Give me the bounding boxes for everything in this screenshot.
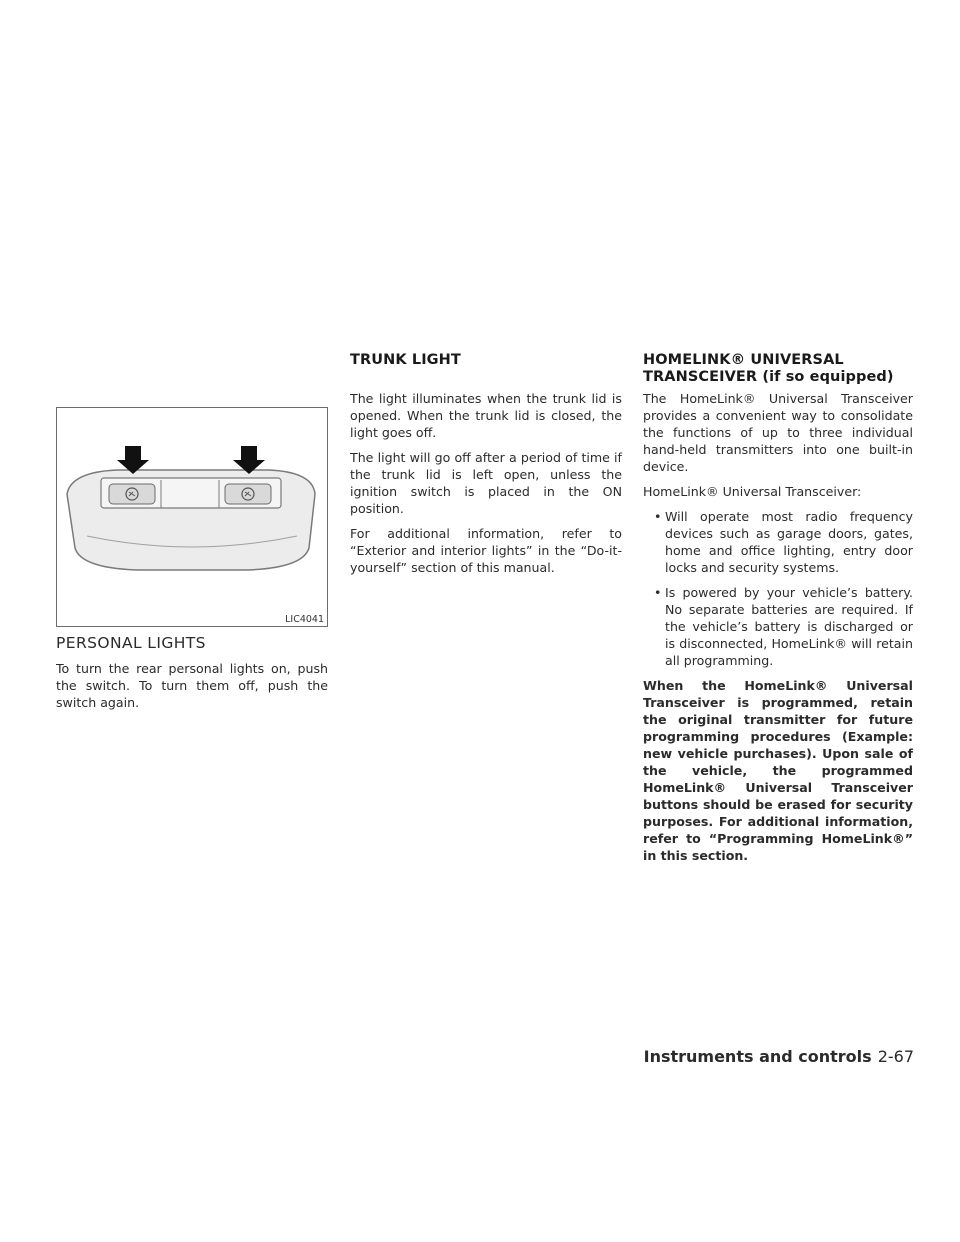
trunk-light-paragraph-3: For additional information, refer to “Exterior and interior lights” in the “Do-it-yourself” section of this manual.	[350, 526, 622, 575]
list-item: • Is powered by your vehicle’s battery. No separate batteries are required. If the vehicle’s battery is discharged or is disconnected, HomeLink® will retain all programming.	[643, 584, 913, 669]
figure-id: LIC4041	[285, 614, 324, 625]
trunk-light-column	[350, 352, 622, 584]
homelink-bullet-list	[643, 508, 913, 669]
trunk-light-paragraph-1: The light illuminates when the trunk lid is opened. When the trunk lid is closed, the light goes off.	[350, 391, 622, 440]
personal-lights-title: PERSONAL LIGHTS	[56, 634, 206, 652]
homelink-warning: When the HomeLink® Universal Transceiver is programmed, retain the original transmitter for future programming procedures (Example: new vehicle purchases). Upon sale of the vehicle, the programmed HomeLink® Universal Transceiver buttons should be erased for security purposes. For additional information, refer to “Programming HomeLink®” in this section.	[643, 678, 913, 863]
personal-lights-body: To turn the rear personal lights on, push the switch. To turn them off, push the switch again.	[56, 661, 328, 710]
list-item: • Will operate most radio frequency devices such as garage doors, gates, home and office lighting, entry door locks and security systems.	[643, 508, 913, 576]
personal-lights-figure	[56, 407, 328, 627]
page-footer	[644, 1047, 914, 1067]
homelink-intro: The HomeLink® Universal Transceiver provides a convenient way to consolidate the functions of up to three individual hand-held transmitters into one built-in device.	[643, 391, 913, 474]
homelink-title	[643, 352, 913, 386]
homelink-column	[643, 352, 913, 872]
trunk-light-paragraph-2: The light will go off after a period of time if the trunk lid is left open, unless the ignition switch is placed in the ON position.	[350, 450, 622, 516]
chapter-name: Instruments and controls	[643, 1047, 872, 1066]
homelink-title-line1: HOMELINK® UNIVERSAL	[643, 352, 844, 368]
personal-lights-column	[56, 634, 328, 719]
homelink-list-lead: HomeLink® Universal Transceiver:	[643, 484, 862, 499]
trunk-light-title: TRUNK LIGHT	[350, 352, 461, 368]
page-number: 2-67	[877, 1047, 914, 1066]
console-illustration	[57, 408, 327, 626]
homelink-title-line2: TRANSCEIVER (if so equipped)	[643, 369, 894, 385]
